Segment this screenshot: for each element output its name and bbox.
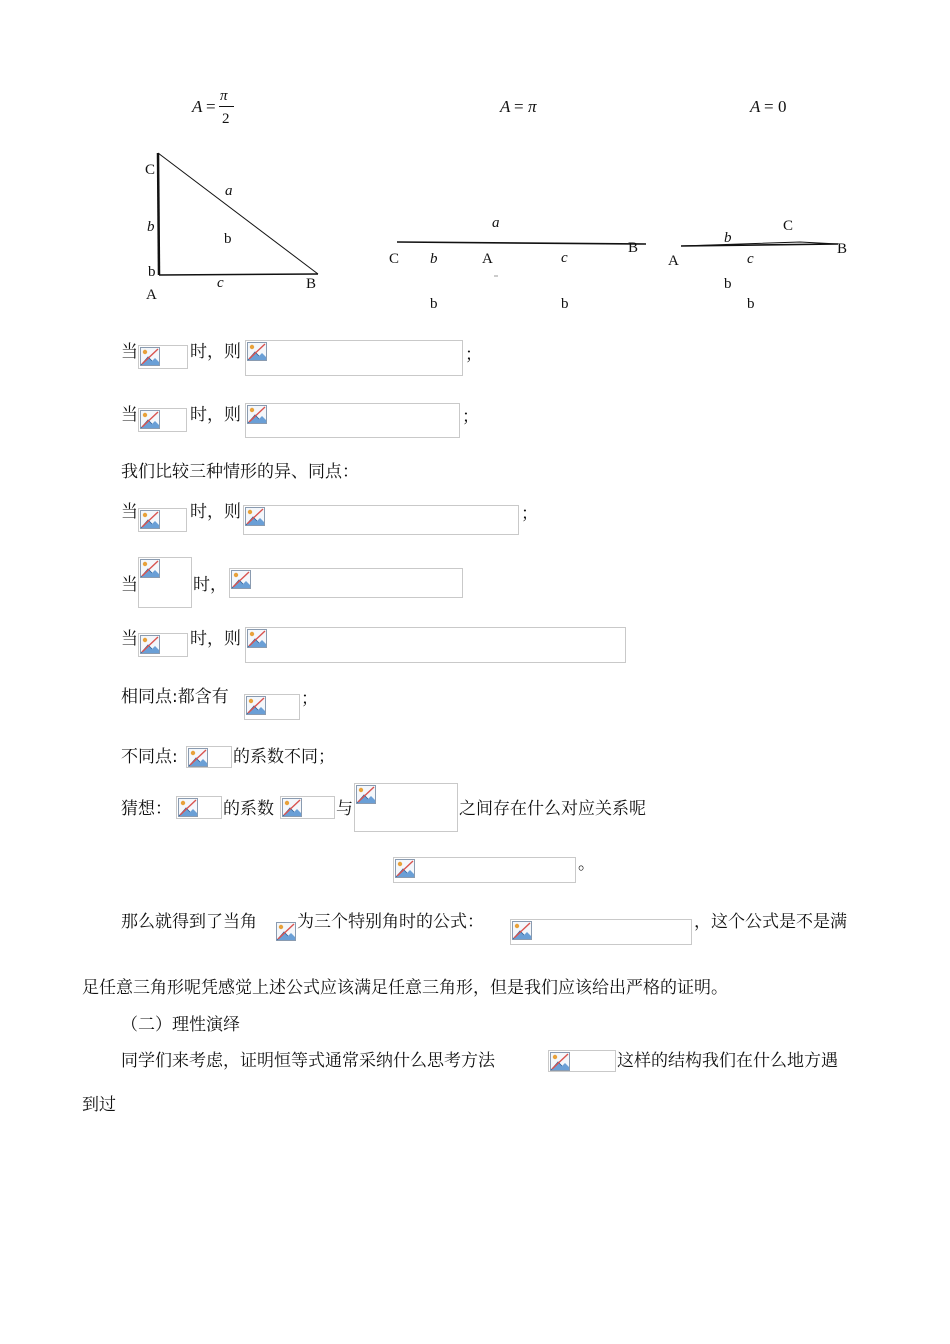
fig2-label-b: b [430, 251, 438, 267]
compare-heading: 我们比较三种情形的异、同点： [121, 462, 359, 482]
formula-image-case2-angle [138, 408, 187, 432]
fig3-label-b: b [724, 230, 732, 246]
formula-image-case3-result [243, 505, 519, 535]
section-heading-rational-deduction: （二）理性演绎 [121, 1015, 240, 1035]
formula-image-guess-coefficient [280, 796, 335, 819]
fig2-title-eq: = [514, 97, 524, 116]
fig1-title-eq: = [206, 97, 216, 116]
fig3-lines-svg [0, 0, 950, 320]
fig1-label-b-side: b [147, 219, 155, 235]
formula-image-case4-result [229, 568, 463, 598]
formula-image-case5-result [245, 627, 626, 663]
fig3-label-C: C [783, 218, 794, 234]
broken-image-icon [140, 510, 160, 529]
case-line-3-then: 时，则 [190, 502, 241, 522]
broken-image-icon [247, 405, 267, 424]
fig3-title-eq: = [764, 97, 774, 116]
fig2-title-var: A [500, 97, 511, 116]
thus-text-continued: 足任意三角形呢凭感觉上述公式应该满足任意三角形，但是我们应该给出严格的证明。 [82, 978, 728, 998]
broken-image-icon [356, 785, 376, 804]
case-line-2-end: ； [462, 407, 479, 427]
fig1-label-a: a [225, 183, 233, 199]
diff-points-label: 不同点: [121, 747, 178, 767]
broken-image-icon [188, 748, 208, 767]
formula-image-guess-term [176, 796, 222, 819]
thus-text-end: ，这个公式是不是满 [694, 912, 847, 932]
guess-coefficient-text: 的系数 [223, 799, 274, 819]
fig1-label-b-mid: b [224, 231, 232, 247]
broken-image-icon [247, 629, 267, 648]
case-line-5-then: 时，则 [190, 629, 241, 649]
case-line-1-prefix: 当 [121, 342, 138, 362]
fig2-label-A: A [482, 251, 493, 267]
fig3-label-b1: b [724, 276, 732, 292]
formula-image-case4-angle [138, 557, 192, 608]
fig2-label-b2: b [561, 296, 569, 312]
case-line-4-then: 时， [193, 575, 227, 595]
formula-image-diff-term [186, 746, 232, 768]
case-line-3-prefix: 当 [121, 502, 138, 522]
case-line-1-end: ； [465, 345, 482, 365]
formula-image-common-term [244, 694, 300, 720]
fig3-label-B: B [837, 241, 848, 257]
formula-image-guess-angle [354, 783, 458, 832]
fig1-title-den: 2 [222, 111, 230, 127]
fig1-title-num: π [220, 88, 228, 104]
broken-image-icon [282, 798, 302, 817]
fig3-label-c: c [747, 251, 754, 267]
guess-label: 猜想： [121, 799, 172, 819]
guess-relation-end: 。 [578, 854, 595, 874]
thus-text-middle: 为三个特别角时的公式： [297, 912, 484, 932]
broken-image-icon [140, 559, 160, 578]
case-line-2-prefix: 当 [121, 405, 138, 425]
formula-image-case2-result [245, 403, 460, 438]
same-points-end: ； [301, 689, 318, 709]
broken-image-icon [245, 507, 265, 526]
broken-image-icon [140, 410, 160, 429]
formula-image-case1-angle [138, 345, 188, 369]
prove-text-end: 这样的结构我们在什么地方遇 [617, 1051, 838, 1071]
broken-image-icon [247, 342, 267, 361]
case-line-1-then: 时，则 [190, 342, 241, 362]
same-points-label: 相同点:都含有 [121, 687, 229, 707]
prove-text-start: 同学们来考虑，证明恒等式通常采纳什么思考方法 [121, 1051, 495, 1071]
broken-image-icon [395, 859, 415, 878]
formula-image-case3-angle [138, 508, 187, 532]
diff-points-text: 的系数不同； [233, 747, 335, 767]
fig1-label-C: C [145, 162, 156, 178]
fig2-label-C: C [389, 251, 400, 267]
formula-image-case1-result [245, 340, 463, 376]
fig3-title-val: 0 [778, 97, 787, 116]
broken-image-icon [246, 696, 266, 715]
broken-image-icon [231, 570, 251, 589]
case-line-3-end: ； [521, 504, 538, 524]
formula-image-general-formula [510, 919, 692, 945]
fig2-label-B: B [628, 240, 639, 256]
fig3-label-A: A [668, 253, 679, 269]
case-line-4-prefix: 当 [121, 575, 138, 595]
broken-image-icon [140, 347, 160, 366]
broken-image-icon [276, 922, 296, 941]
fig2-label-c: c [561, 250, 568, 266]
case-line-5-prefix: 当 [121, 629, 138, 649]
prove-text-continued: 到过 [82, 1095, 116, 1115]
broken-image-icon [178, 798, 198, 817]
fig2-label-a: a [492, 215, 500, 231]
fig1-label-c: c [217, 275, 224, 291]
fig1-title-var: A [192, 97, 203, 116]
formula-image-case5-angle [138, 633, 188, 657]
fig1-label-b-corner: b [148, 264, 156, 280]
case-line-2-then: 时，则 [190, 405, 241, 425]
formula-image-guess-relation [393, 857, 576, 883]
guess-and-text: 与 [336, 799, 353, 819]
formula-image-angle-A [276, 921, 296, 943]
guess-question-text: 之间存在什么对应关系呢 [459, 799, 646, 819]
fig2-label-b1: b [430, 296, 438, 312]
thus-text-start: 那么就得到了当角 [121, 912, 257, 932]
fig1-label-B: B [306, 276, 317, 292]
fig3-label-b2: b [747, 297, 755, 309]
broken-image-icon [550, 1052, 570, 1071]
fig1-label-A: A [146, 287, 157, 303]
fig3-title-var: A [750, 97, 761, 116]
broken-image-icon [140, 635, 160, 654]
broken-image-icon [512, 921, 532, 940]
formula-image-proof-structure [548, 1050, 616, 1072]
fig2-title-val: π [528, 97, 537, 116]
